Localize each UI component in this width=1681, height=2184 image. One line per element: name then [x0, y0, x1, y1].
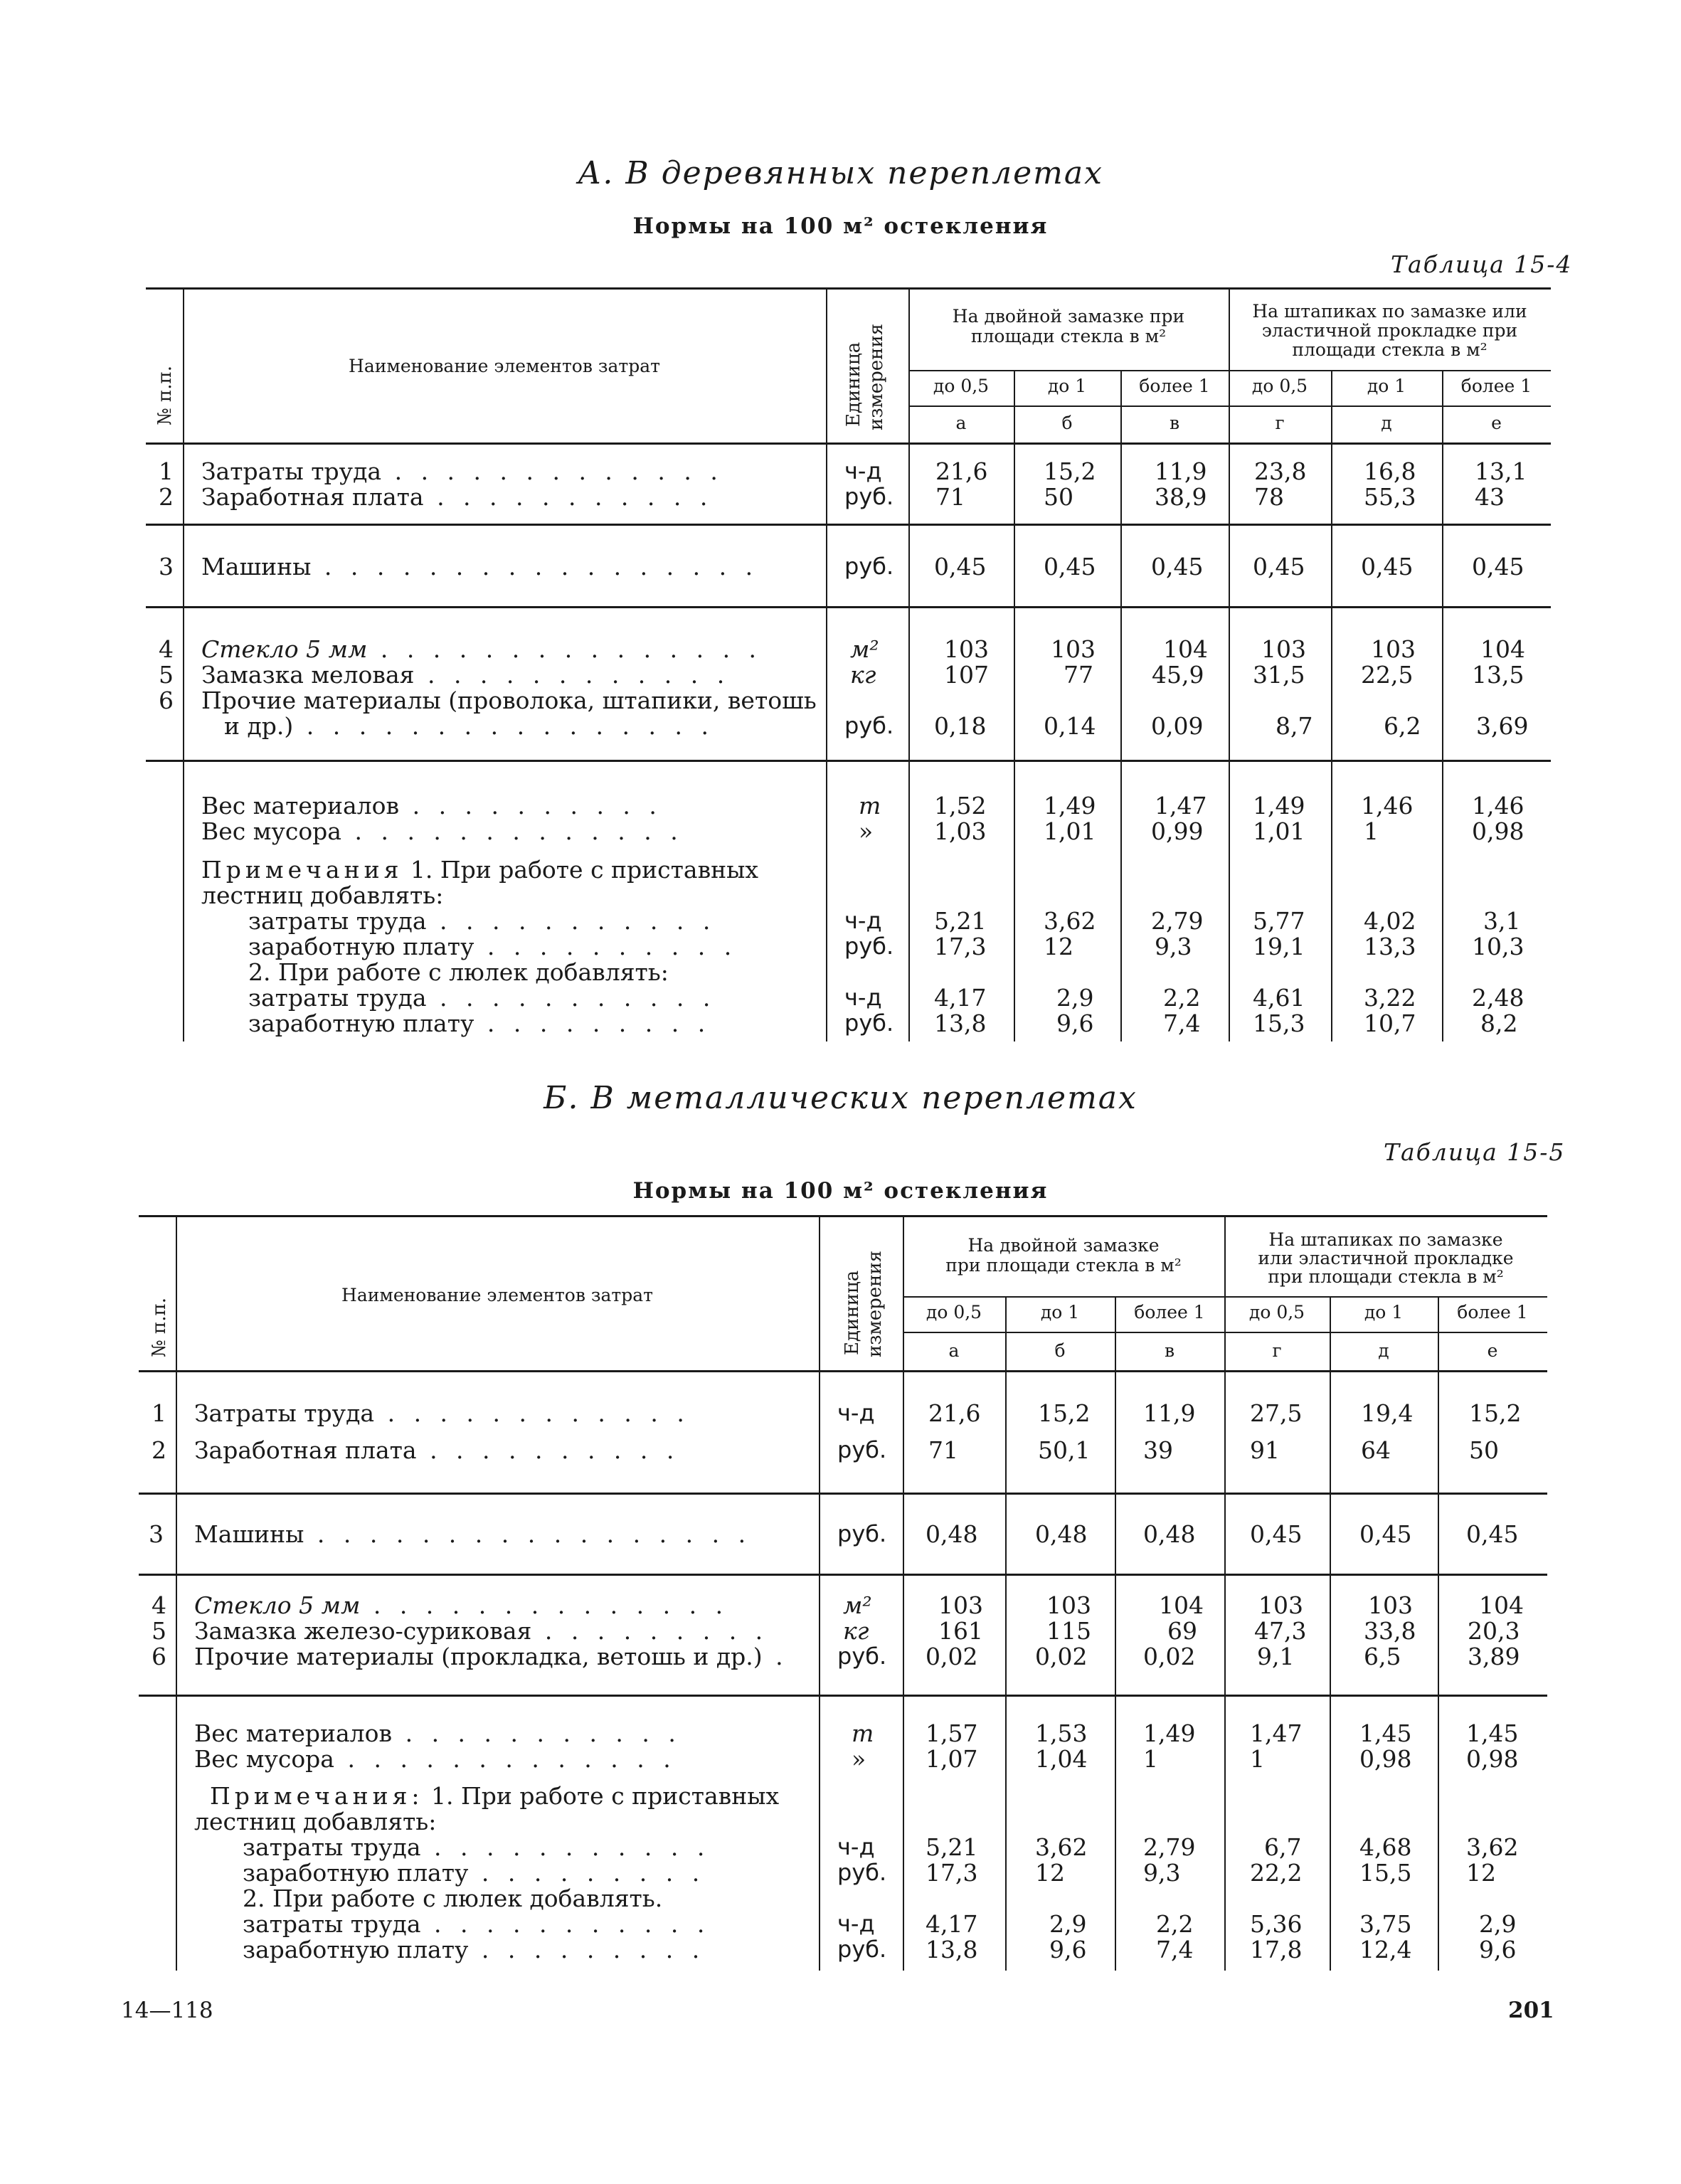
row-name-text: Машины — [194, 1520, 304, 1548]
cell-value: 3,75 — [1359, 1910, 1412, 1938]
cell-value: 0,45 — [1361, 553, 1414, 581]
cell-value: 104 — [1480, 635, 1525, 663]
cell-value: 0,98 — [1359, 1745, 1412, 1773]
row-name-text: Заработная плата — [194, 1436, 417, 1464]
cell-value: 0,02 — [926, 1643, 978, 1670]
row-unit: руб. — [844, 712, 894, 739]
cell-value: 43 — [1475, 483, 1505, 511]
row-name: Замазка меловая . . . . . . . . . . . . — [201, 661, 731, 689]
cell-value: 0,02 — [1035, 1643, 1088, 1670]
cell-value: 13,1 — [1475, 457, 1527, 485]
row-unit: ч-д — [837, 1910, 875, 1937]
header-sub: более 1 — [1134, 1302, 1205, 1322]
row-unit: ч-д — [837, 1399, 875, 1426]
cell-value: 38,9 — [1155, 483, 1207, 511]
cell-value: 1 — [1143, 1745, 1158, 1773]
cell-value: 1,45 — [1466, 1719, 1519, 1747]
cell-value: 1,01 — [1253, 817, 1305, 845]
cell-value: 6,7 — [1264, 1833, 1302, 1861]
header-unit-1: Единица — [843, 341, 864, 427]
cell-value: 9,3 — [1143, 1859, 1181, 1887]
cell-value: 161 — [938, 1617, 983, 1645]
cell-value: 3,22 — [1364, 984, 1416, 1012]
header-group2-l1: На штапиках по замазке — [1268, 1229, 1503, 1250]
row-name: Машины . . . . . . . . . . . . . . . . . — [201, 553, 759, 581]
header-letter: в — [1164, 1340, 1175, 1361]
note-row-name: заработную плату . . . . . . . . . — [243, 1859, 706, 1887]
row-unit: » — [859, 817, 874, 845]
cell-value: 0,45 — [1472, 553, 1524, 581]
note-1 — [210, 1784, 779, 1808]
cell-value: 0,45 — [1151, 553, 1204, 581]
cell-value: 15,2 — [1469, 1399, 1522, 1427]
cell-value: 2,2 — [1156, 1910, 1194, 1938]
cell-value: 15,5 — [1359, 1859, 1412, 1887]
note-word: Примечания — [201, 856, 403, 884]
cell-value: 20,3 — [1468, 1617, 1520, 1645]
cell-value: 17,3 — [926, 1859, 978, 1887]
cell-value: 1,45 — [1359, 1719, 1412, 1747]
row-unit: т — [852, 1719, 874, 1747]
cell-value: 21,6 — [928, 1399, 981, 1427]
section-b-heading: Б. В металлических переплетах — [543, 1080, 1138, 1116]
cell-value: 5,21 — [926, 1833, 978, 1861]
cell-value: 3,89 — [1468, 1643, 1520, 1670]
cell-value: 4,17 — [934, 984, 987, 1012]
row-name: Машины . . . . . . . . . . . . . . . . . — [194, 1520, 752, 1548]
note-row-name: заработную плату . . . . . . . . . . — [248, 933, 738, 960]
row-unit: ч-д — [844, 457, 882, 484]
cell-value: 2,9 — [1056, 984, 1094, 1012]
cell-value: 1,53 — [1035, 1719, 1088, 1747]
cell-value: 77 — [1064, 661, 1093, 689]
row-name: Заработная плата . . . . . . . . . . — [194, 1436, 680, 1464]
cell-value: 1,07 — [926, 1745, 978, 1773]
row-name-text: затраты труда — [243, 1910, 421, 1938]
row-number: 1 — [159, 457, 174, 485]
header-letter: а — [955, 413, 967, 433]
header-unit-1: Единица — [842, 1270, 863, 1355]
cell-value: 103 — [1258, 1591, 1303, 1619]
header-num: № п.п. — [154, 365, 176, 425]
cell-value: 1 — [1364, 817, 1379, 845]
row-unit: руб. — [844, 553, 894, 580]
cell-value: 50,1 — [1038, 1436, 1091, 1464]
row-name-text: Замазка железо-суриковая — [194, 1617, 532, 1645]
cell-value: 9,6 — [1479, 1936, 1517, 1963]
note-row-name: заработную плату . . . . . . . . . — [248, 1009, 711, 1037]
header-letter: г — [1272, 1340, 1282, 1361]
row-number: 2 — [159, 483, 174, 511]
table-15-4-label: Таблица 15-4 — [1391, 250, 1573, 278]
row-name-text: заработную плату — [248, 933, 474, 960]
row-number: 3 — [159, 553, 174, 581]
header-sub: более 1 — [1139, 376, 1210, 396]
cell-value: 71 — [935, 483, 965, 511]
cell-value: 3,69 — [1476, 712, 1529, 740]
row-name: Стекло 5 мм . . . . . . . . . . . . . . — [194, 1591, 729, 1619]
row-name: Затраты труда . . . . . . . . . . . . . — [201, 457, 723, 485]
header-unit-2: измерения — [864, 1250, 886, 1357]
row-name: Стекло 5 мм . . . . . . . . . . . . . . . — [201, 635, 763, 663]
cell-value: 39 — [1143, 1436, 1173, 1464]
cell-value: 3,62 — [1044, 907, 1096, 935]
cell-value: 1,49 — [1143, 1719, 1196, 1747]
row-name: Вес мусора . . . . . . . . . . . . . — [194, 1745, 677, 1773]
cell-value: 7,4 — [1163, 1009, 1201, 1037]
cell-value: 5,36 — [1250, 1910, 1303, 1938]
row-unit: руб. — [837, 1436, 887, 1463]
note-2: 2. При работе с люлек добавлять. — [243, 1885, 663, 1912]
cell-value: 12 — [1466, 1859, 1496, 1887]
row-number: 6 — [159, 687, 174, 714]
cell-value: 107 — [944, 661, 989, 689]
row-unit: руб. — [844, 1009, 894, 1037]
cell-value: 9,6 — [1056, 1009, 1094, 1037]
row-number: 1 — [152, 1399, 166, 1427]
cell-value: 23,8 — [1254, 457, 1307, 485]
cell-value: 0,48 — [1035, 1520, 1088, 1548]
row-name: Замазка железо-суриковая . . . . . . . . . — [194, 1617, 769, 1645]
row-name-text: Замазка меловая — [201, 661, 415, 689]
cell-value: 69 — [1167, 1617, 1197, 1645]
cell-value: 10,7 — [1364, 1009, 1416, 1037]
row-name-text: Стекло 5 мм — [201, 635, 368, 663]
header-sub: до 1 — [1367, 376, 1406, 396]
cell-value: 103 — [1368, 1591, 1413, 1619]
row-number: 5 — [152, 1617, 166, 1645]
row-number: 6 — [152, 1643, 166, 1670]
cell-value: 31,5 — [1253, 661, 1305, 689]
cell-value: 0,14 — [1044, 712, 1096, 740]
signature-mark: 14—118 — [121, 1998, 213, 2023]
row-name-text: Заработная плата — [201, 483, 424, 511]
cell-value: 64 — [1361, 1436, 1391, 1464]
cell-value: 55,3 — [1364, 483, 1416, 511]
cell-value: 13,8 — [934, 1009, 987, 1037]
row-name-cont: и др.) . . . . . . . . . . . . . . . . — [224, 712, 714, 740]
header-group2-l1: На штапиках по замазке или — [1252, 301, 1527, 322]
row-name-text: Затраты труда — [201, 457, 382, 485]
row-name: Вес мусора . . . . . . . . . . . . . — [201, 817, 684, 845]
cell-value: 6,5 — [1364, 1643, 1401, 1670]
row-name: Заработная плата . . . . . . . . . . . — [201, 483, 714, 511]
cell-value: 12 — [1044, 933, 1073, 960]
header-group2-l2: эластичной прокладке при — [1261, 320, 1518, 341]
row-name-text: и др.) — [224, 712, 294, 740]
cell-value: 1 — [1250, 1745, 1265, 1773]
cell-value: 5,21 — [934, 907, 987, 935]
cell-value: 104 — [1163, 635, 1208, 663]
header-num: № п.п. — [149, 1297, 170, 1357]
cell-value: 3,62 — [1466, 1833, 1519, 1861]
cell-value: 1,47 — [1250, 1719, 1303, 1747]
header-group1-l1: На двойной замазке при — [952, 306, 1185, 327]
cell-value: 1,03 — [934, 817, 987, 845]
row-name-text: затраты труда — [243, 1833, 421, 1861]
row-name-text: Прочие материалы (прокладка, ветошь и др.) — [194, 1643, 763, 1670]
section-a-heading: А. В деревянных переплетах — [578, 155, 1103, 191]
cell-value: 12 — [1035, 1859, 1065, 1887]
cell-value: 13,5 — [1472, 661, 1524, 689]
row-unit: ч-д — [837, 1833, 875, 1860]
row-number: 3 — [149, 1520, 164, 1548]
cell-value: 1,49 — [1044, 792, 1096, 820]
cell-value: 0,45 — [1253, 553, 1305, 581]
cell-value: 103 — [1046, 1591, 1091, 1619]
cell-value: 0,09 — [1151, 712, 1204, 740]
cell-value: 115 — [1046, 1617, 1091, 1645]
cell-value: 1,49 — [1253, 792, 1305, 820]
row-unit: руб. — [844, 933, 894, 960]
cell-value: 15,2 — [1044, 457, 1096, 485]
header-sub: до 1 — [1047, 376, 1087, 396]
cell-value: 9,6 — [1049, 1936, 1087, 1963]
cell-value: 13,3 — [1364, 933, 1416, 960]
row-name: Вес материалов . . . . . . . . . . — [201, 792, 662, 820]
cell-value: 0,45 — [1359, 1520, 1412, 1548]
row-unit: ч-д — [844, 907, 882, 934]
row-name-text: Вес мусора — [194, 1745, 334, 1773]
row-name-text: затраты труда — [248, 907, 427, 935]
row-name-text: заработную плату — [248, 1009, 474, 1037]
note-1-cont: лестниц добавлять: — [201, 881, 444, 909]
cell-value: 10,3 — [1472, 933, 1524, 960]
cell-value: 104 — [1159, 1591, 1204, 1619]
note-row-name: затраты труда . . . . . . . . . . . — [243, 1910, 711, 1938]
cell-value: 71 — [928, 1436, 958, 1464]
row-unit: м² — [843, 1591, 872, 1619]
header-unit-2: измерения — [866, 323, 887, 430]
header-sub: до 0,5 — [933, 376, 990, 396]
header-sub: до 1 — [1040, 1302, 1080, 1322]
header-letter: в — [1169, 413, 1180, 433]
section-a-norms-title: Нормы на 100 м² остекления — [632, 213, 1049, 239]
header-sub: до 1 — [1364, 1302, 1404, 1322]
cell-value: 4,17 — [926, 1910, 978, 1938]
row-name: Затраты труда . . . . . . . . . . . . — [194, 1399, 690, 1427]
header-letter: е — [1491, 413, 1502, 433]
note-2: 2. При работе с люлек добавлять: — [248, 958, 669, 986]
cell-value: 13,8 — [926, 1936, 978, 1963]
cell-value: 50 — [1469, 1436, 1499, 1464]
cell-value: 0,02 — [1143, 1643, 1196, 1670]
row-unit: руб. — [837, 1859, 887, 1886]
row-unit: руб. — [844, 483, 894, 510]
note-row-name: затраты труда . . . . . . . . . . . — [243, 1833, 711, 1861]
cell-value: 33,8 — [1364, 1617, 1416, 1645]
header-letter: д — [1381, 413, 1392, 433]
cell-value: 16,8 — [1364, 457, 1416, 485]
cell-value: 27,5 — [1250, 1399, 1303, 1427]
cell-value: 1,47 — [1155, 792, 1207, 820]
row-unit: руб. — [837, 1520, 887, 1547]
cell-value: 0,98 — [1472, 817, 1524, 845]
cell-value: 0,48 — [1143, 1520, 1196, 1548]
header-group2-l3: при площади стекла в м² — [1268, 1266, 1504, 1287]
header-group1-l2: площади стекла в м² — [970, 326, 1167, 346]
cell-value: 103 — [1051, 635, 1096, 663]
row-unit: » — [852, 1745, 866, 1773]
row-unit: руб. — [837, 1936, 887, 1963]
cell-value: 1,52 — [934, 792, 987, 820]
cell-value: 3,1 — [1483, 907, 1521, 935]
row-number: 5 — [159, 661, 174, 689]
cell-value: 9,3 — [1155, 933, 1192, 960]
cell-value: 22,5 — [1361, 661, 1414, 689]
header-sub: более 1 — [1457, 1302, 1528, 1322]
note-1-cont: лестниц добавлять: — [194, 1808, 437, 1835]
cell-value: 2,79 — [1151, 907, 1204, 935]
header-name: Наименование элементов затрат — [341, 1285, 653, 1305]
header-sub: до 0,5 — [926, 1302, 982, 1322]
row-name-text: заработную плату — [243, 1936, 469, 1963]
cell-value: 78 — [1254, 483, 1284, 511]
cell-value: 47,3 — [1254, 1617, 1307, 1645]
row-number: 4 — [159, 635, 174, 663]
cell-value: 0,99 — [1151, 817, 1204, 845]
row-unit: кг — [850, 661, 876, 689]
cell-value: 2,79 — [1143, 1833, 1196, 1861]
cell-value: 17,8 — [1250, 1936, 1303, 1963]
cell-value: 103 — [1261, 635, 1306, 663]
cell-value: 0,45 — [934, 553, 987, 581]
cell-value: 1,46 — [1361, 792, 1414, 820]
cell-value: 0,45 — [1250, 1520, 1303, 1548]
note-1-text: 1. При работе с приставных — [431, 1782, 780, 1810]
cell-value: 103 — [944, 635, 989, 663]
cell-value: 4,68 — [1359, 1833, 1412, 1861]
cell-value: 103 — [1371, 635, 1416, 663]
cell-value: 0,48 — [926, 1520, 978, 1548]
cell-value: 22,2 — [1250, 1859, 1303, 1887]
header-letter: б — [1054, 1340, 1066, 1361]
cell-value: 8,7 — [1276, 712, 1313, 740]
row-name-text: Вес материалов — [194, 1719, 393, 1747]
cell-value: 0,18 — [934, 712, 987, 740]
cell-value: 1,04 — [1035, 1745, 1088, 1773]
row-name-text: Стекло 5 мм — [194, 1591, 361, 1619]
header-group2-l3: площади стекла в м² — [1292, 339, 1488, 360]
cell-value: 1,46 — [1472, 792, 1524, 820]
header-group1-l2: при площади стекла в м² — [945, 1255, 1182, 1276]
row-number: 4 — [152, 1591, 166, 1619]
header-sub: до 0,5 — [1251, 376, 1308, 396]
cell-value: 4,61 — [1253, 984, 1305, 1012]
row-name-text: заработную плату — [243, 1859, 469, 1887]
cell-value: 0,45 — [1044, 553, 1096, 581]
section-b-norms-title: Нормы на 100 м² остекления — [632, 1178, 1049, 1204]
note-row-name: заработную плату . . . . . . . . . — [243, 1936, 706, 1963]
row-name-text: Вес материалов — [201, 792, 400, 820]
cell-value: 19,4 — [1361, 1399, 1414, 1427]
cell-value: 45,9 — [1152, 661, 1204, 689]
note-row-name: затраты труда . . . . . . . . . . . — [248, 984, 716, 1012]
cell-value: 5,77 — [1253, 907, 1305, 935]
cell-value: 91 — [1250, 1436, 1280, 1464]
cell-value: 0,45 — [1466, 1520, 1519, 1548]
header-letter: д — [1378, 1340, 1389, 1361]
cell-value: 19,1 — [1253, 933, 1305, 960]
cell-value: 3,62 — [1035, 1833, 1088, 1861]
cell-value: 9,1 — [1257, 1643, 1295, 1670]
cell-value: 17,3 — [934, 933, 987, 960]
row-unit: т — [859, 792, 881, 820]
cell-value: 2,9 — [1479, 1910, 1517, 1938]
header-sub: более 1 — [1460, 376, 1532, 396]
cell-value: 104 — [1479, 1591, 1524, 1619]
cell-value: 1,57 — [926, 1719, 978, 1747]
row-name: Прочие материалы (проволока, штапики, ветошь — [201, 687, 817, 714]
cell-value: 2,2 — [1163, 984, 1201, 1012]
header-group2-l2: или эластичной прокладке — [1258, 1248, 1514, 1268]
row-name: Вес материалов . . . . . . . . . . . — [194, 1719, 682, 1747]
row-unit: руб. — [837, 1643, 887, 1670]
row-number: 2 — [152, 1436, 166, 1464]
cell-value: 6,2 — [1384, 712, 1421, 740]
note-1 — [201, 856, 759, 884]
cell-value: 2,48 — [1472, 984, 1524, 1012]
cell-value: 15,3 — [1253, 1009, 1305, 1037]
cell-value: 8,2 — [1480, 1009, 1518, 1037]
cell-value: 11,9 — [1155, 457, 1207, 485]
row-unit: кг — [843, 1617, 869, 1645]
header-group1-l1: На двойной замазке — [967, 1235, 1160, 1256]
row-name-text: Вес мусора — [201, 817, 341, 845]
header-sub: до 0,5 — [1248, 1302, 1305, 1322]
cell-value: 0,98 — [1466, 1745, 1519, 1773]
cell-value: 12,4 — [1359, 1936, 1412, 1963]
header-name: Наименование элементов затрат — [349, 356, 660, 376]
cell-value: 50 — [1044, 483, 1073, 511]
cell-value: 2,9 — [1049, 1910, 1087, 1938]
row-name: Прочие материалы (прокладка, ветошь и др.) . — [194, 1643, 789, 1670]
cell-value: 4,02 — [1364, 907, 1416, 935]
note-1-text: 1. При работе с приставных — [410, 856, 759, 884]
header-letter: б — [1061, 413, 1073, 433]
note-word: Примечания: — [210, 1782, 424, 1810]
header-letter: г — [1275, 413, 1285, 433]
cell-value: 7,4 — [1156, 1936, 1194, 1963]
row-unit: ч-д — [844, 984, 882, 1011]
row-name-text: затраты труда — [248, 984, 427, 1012]
row-unit: м² — [850, 635, 879, 663]
row-name-text: Машины — [201, 553, 312, 581]
table-15-5-label: Таблица 15-5 — [1384, 1138, 1566, 1166]
page-number: 201 — [1508, 1998, 1554, 2023]
cell-value: 21,6 — [935, 457, 988, 485]
cell-value: 11,9 — [1143, 1399, 1196, 1427]
cell-value: 103 — [938, 1591, 983, 1619]
cell-value: 15,2 — [1038, 1399, 1091, 1427]
header-letter: е — [1487, 1340, 1498, 1361]
cell-value: 1,01 — [1044, 817, 1096, 845]
note-row-name: затраты труда . . . . . . . . . . . — [248, 907, 716, 935]
header-letter: а — [948, 1340, 960, 1361]
row-name-text: Затраты труда — [194, 1399, 375, 1427]
